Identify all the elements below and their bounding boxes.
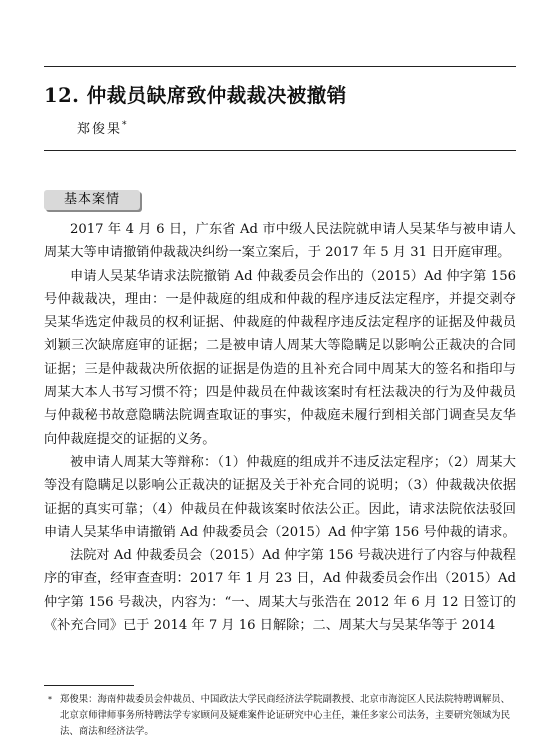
title-bottom-rule bbox=[44, 150, 516, 151]
author-footnote-mark: * bbox=[122, 120, 127, 131]
paragraph: 申请人吴某华请求法院撤销 Ad 仲裁委员会作出的（2015）Ad 仲字第 156 号仲裁裁决，理由：一是仲裁庭的组成和仲裁的程序违反法定程序，并提交剥夺吴某华选定仲裁员的权利证据、仲裁庭的仲裁程序违反法定程序的证据及仲裁员刘颖三次缺席庭审的证据；二是被申请人周某大等隐瞒足以影响公正裁决的合同证据；三是仲裁裁决所依据的证据是伪造的且补充合同中周某大的签名和指印与周某大本人书写习惯不符；四是仲裁员在仲裁该案时有枉法裁决的行为及仲裁员与仲裁秘书故意隐瞒法院调查取证的事实，仲裁庭未履行到相关部门调查吴友华向仲裁庭提交的证据的义务。 bbox=[44, 268, 516, 447]
paragraph: 法院对 Ad 仲裁委员会（2015）Ad 仲字第 156 号裁决进行了内容与仲裁程序的审查，经审查查明：2017 年 1 月 23 日，Ad 仲裁委员会作出（2015）Ad 仲字第 156 号裁决，内容为：“一、周某大与张浩在 2012 年 6 月 12 日签订的《补充合同》已于 2014 年 7 月 16 日解除；二、周某大与吴某华等于 2014 bbox=[44, 548, 516, 634]
top-rule bbox=[44, 66, 516, 67]
article-title: 12. 仲裁员缺席致仲裁裁决被撤销 bbox=[44, 84, 347, 107]
footnote bbox=[48, 692, 516, 740]
paragraph: 被申请人周某大等辩称：（1）仲裁庭的组成并不违反法定程序；（2）周某大等没有隐瞒足以影响公正裁决的证据及关于补充合同的说明；（3）仲裁裁决依据证据的真实可靠；（4）仲裁员在仲裁该案时依法公正。因此，请求法院依法驳回申请人吴某华申请撤销 Ad 仲裁委员会（2015）Ad 仲字第 156 号仲裁的请求。 bbox=[44, 454, 516, 540]
footnote-separator bbox=[44, 685, 134, 686]
paragraph: 2017 年 4 月 6 日，广东省 Ad 市中级人民法院就申请人吴某华与被申请人周某大等申请撤销仲裁裁决纠纷一案立案后，于 2017 年 5 月 31 日开庭审理。 bbox=[44, 222, 516, 261]
section-heading-basic-facts: 基本案情 bbox=[44, 190, 140, 210]
article-body bbox=[44, 218, 516, 637]
footnote-text: 郑俊果：海南仲裁委员会仲裁员、中国政法大学民商经济法学院副教授、北京市海淀区人民法院特聘调解员、北京京师律师事务所特聘法学专家顾问及疑难案件论证研究中心主任，兼任多家公司法务，主要研究领域为民法、商法和经济法学。 bbox=[60, 694, 511, 737]
author-line bbox=[77, 118, 127, 137]
author-name: 郑俊果 bbox=[77, 122, 123, 137]
footnote-mark: * bbox=[48, 695, 52, 704]
